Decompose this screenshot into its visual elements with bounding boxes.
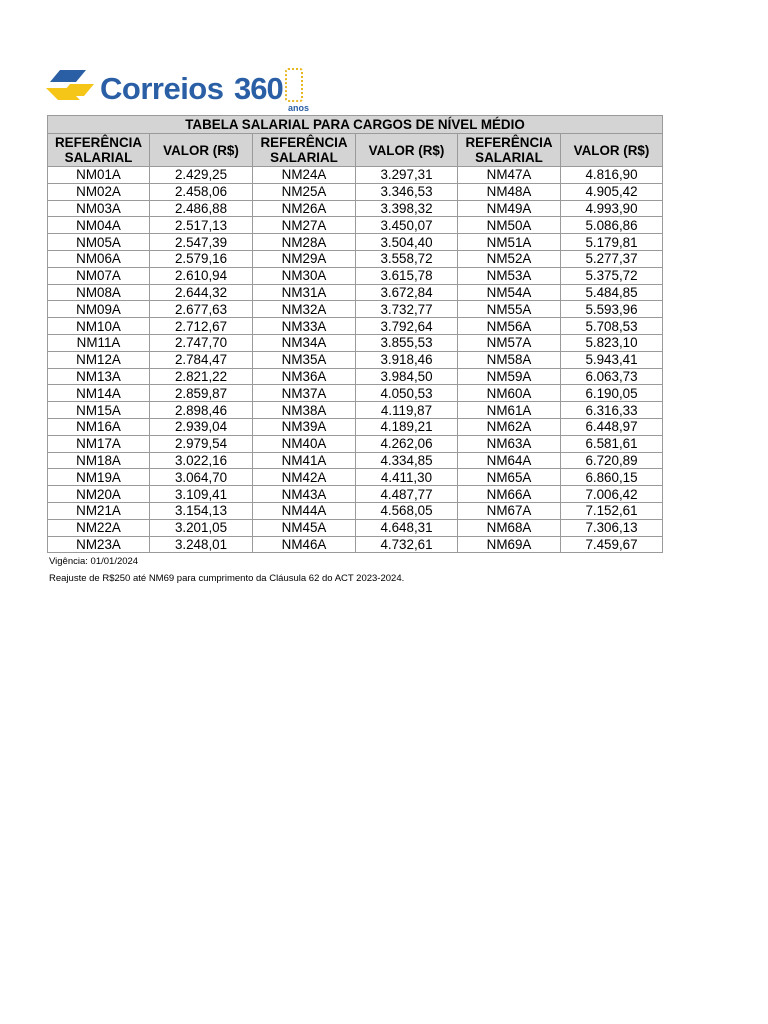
reference-cell: NM12A — [48, 351, 150, 368]
table-row — [48, 284, 663, 301]
value-cell: 3.248,01 — [150, 536, 253, 553]
table-row — [48, 334, 663, 351]
reajuste-note: Reajuste de R$250 até NM69 para cumprimento da Cláusula 62 do ACT 2023-2024. — [49, 573, 405, 584]
reference-cell: NM14A — [48, 385, 150, 402]
table-row — [48, 167, 663, 184]
value-cell: 3.346,53 — [356, 183, 458, 200]
reference-cell: NM56A — [458, 318, 561, 335]
column-header-valor: VALOR (R$) — [356, 134, 458, 167]
reference-cell: NM15A — [48, 402, 150, 419]
reference-cell: NM66A — [458, 486, 561, 503]
vigencia-note: Vigência: 01/01/2024 — [49, 556, 139, 567]
table-row — [48, 502, 663, 519]
value-cell: 2.677,63 — [150, 301, 253, 318]
reference-cell: NM51A — [458, 234, 561, 251]
reference-cell: NM25A — [253, 183, 356, 200]
value-cell: 2.517,13 — [150, 217, 253, 234]
table-row — [48, 402, 663, 419]
value-cell: 7.306,13 — [561, 519, 663, 536]
column-header-referencia: REFERÊNCIA SALARIAL — [458, 134, 561, 167]
value-cell: 5.943,41 — [561, 351, 663, 368]
table-row — [48, 267, 663, 284]
value-cell: 2.429,25 — [150, 167, 253, 184]
reference-cell: NM20A — [48, 486, 150, 503]
reference-cell: NM64A — [458, 452, 561, 469]
reference-cell: NM10A — [48, 318, 150, 335]
reference-cell: NM13A — [48, 368, 150, 385]
reference-cell: NM68A — [458, 519, 561, 536]
reference-cell: NM27A — [253, 217, 356, 234]
reference-cell: NM40A — [253, 435, 356, 452]
reference-cell: NM03A — [48, 200, 150, 217]
value-cell: 6.316,33 — [561, 402, 663, 419]
correios-logo — [46, 66, 308, 116]
value-cell: 5.484,85 — [561, 284, 663, 301]
value-cell: 2.821,22 — [150, 368, 253, 385]
value-cell: 4.334,85 — [356, 452, 458, 469]
value-cell: 3.615,78 — [356, 267, 458, 284]
value-cell: 2.898,46 — [150, 402, 253, 419]
reference-cell: NM61A — [458, 402, 561, 419]
reference-cell: NM57A — [458, 334, 561, 351]
table-row — [48, 452, 663, 469]
value-cell: 2.610,94 — [150, 267, 253, 284]
value-cell: 3.201,05 — [150, 519, 253, 536]
value-cell: 3.855,53 — [356, 334, 458, 351]
reference-cell: NM23A — [48, 536, 150, 553]
reference-cell: NM41A — [253, 452, 356, 469]
value-cell: 4.189,21 — [356, 418, 458, 435]
table-row — [48, 435, 663, 452]
reference-cell: NM58A — [458, 351, 561, 368]
value-cell: 2.747,70 — [150, 334, 253, 351]
reference-cell: NM06A — [48, 250, 150, 267]
value-cell: 4.262,06 — [356, 435, 458, 452]
reference-cell: NM26A — [253, 200, 356, 217]
value-cell: 3.918,46 — [356, 351, 458, 368]
value-cell: 2.458,06 — [150, 183, 253, 200]
reference-cell: NM16A — [48, 418, 150, 435]
reference-cell: NM65A — [458, 469, 561, 486]
value-cell: 3.064,70 — [150, 469, 253, 486]
reference-cell: NM35A — [253, 351, 356, 368]
value-cell: 4.816,90 — [561, 167, 663, 184]
stamp-icon — [285, 68, 303, 102]
value-cell: 2.979,54 — [150, 435, 253, 452]
reference-cell: NM59A — [458, 368, 561, 385]
table-row — [48, 368, 663, 385]
value-cell: 6.720,89 — [561, 452, 663, 469]
value-cell: 4.568,05 — [356, 502, 458, 519]
table-row — [48, 200, 663, 217]
table-row — [48, 250, 663, 267]
value-cell: 5.277,37 — [561, 250, 663, 267]
reference-cell: NM18A — [48, 452, 150, 469]
table-title: TABELA SALARIAL PARA CARGOS DE NÍVEL MÉDIO — [48, 116, 663, 134]
table-row — [48, 385, 663, 402]
value-cell: 6.581,61 — [561, 435, 663, 452]
reference-cell: NM42A — [253, 469, 356, 486]
column-header-valor: VALOR (R$) — [150, 134, 253, 167]
logo-anniversary-number: 360 — [234, 71, 283, 106]
reference-cell: NM62A — [458, 418, 561, 435]
reference-cell: NM54A — [458, 284, 561, 301]
value-cell: 3.558,72 — [356, 250, 458, 267]
reference-cell: NM33A — [253, 318, 356, 335]
reference-cell: NM28A — [253, 234, 356, 251]
table-row — [48, 301, 663, 318]
value-cell: 5.179,81 — [561, 234, 663, 251]
reference-cell: NM31A — [253, 284, 356, 301]
reference-cell: NM44A — [253, 502, 356, 519]
reference-cell: NM29A — [253, 250, 356, 267]
reference-cell: NM67A — [458, 502, 561, 519]
reference-cell: NM55A — [458, 301, 561, 318]
value-cell: 2.712,67 — [150, 318, 253, 335]
reference-cell: NM38A — [253, 402, 356, 419]
logo-wordmark: Correios — [100, 71, 224, 106]
value-cell: 3.154,13 — [150, 502, 253, 519]
value-cell: 7.459,67 — [561, 536, 663, 553]
value-cell: 3.022,16 — [150, 452, 253, 469]
value-cell: 6.063,73 — [561, 368, 663, 385]
reference-cell: NM04A — [48, 217, 150, 234]
value-cell: 3.109,41 — [150, 486, 253, 503]
reference-cell: NM37A — [253, 385, 356, 402]
value-cell: 4.993,90 — [561, 200, 663, 217]
table-row — [48, 351, 663, 368]
reference-cell: NM09A — [48, 301, 150, 318]
value-cell: 7.006,42 — [561, 486, 663, 503]
reference-cell: NM45A — [253, 519, 356, 536]
table-body — [48, 167, 663, 553]
value-cell: 2.486,88 — [150, 200, 253, 217]
value-cell: 5.375,72 — [561, 267, 663, 284]
value-cell: 5.823,10 — [561, 334, 663, 351]
value-cell: 3.398,32 — [356, 200, 458, 217]
column-header-valor: VALOR (R$) — [561, 134, 663, 167]
value-cell: 2.784,47 — [150, 351, 253, 368]
reference-cell: NM39A — [253, 418, 356, 435]
table-row — [48, 536, 663, 553]
reference-cell: NM34A — [253, 334, 356, 351]
reference-cell: NM02A — [48, 183, 150, 200]
reference-cell: NM01A — [48, 167, 150, 184]
reference-cell: NM24A — [253, 167, 356, 184]
reference-cell: NM47A — [458, 167, 561, 184]
reference-cell: NM53A — [458, 267, 561, 284]
value-cell: 3.504,40 — [356, 234, 458, 251]
reference-cell: NM21A — [48, 502, 150, 519]
reference-cell: NM17A — [48, 435, 150, 452]
reference-cell: NM46A — [253, 536, 356, 553]
reference-cell: NM22A — [48, 519, 150, 536]
table-row — [48, 519, 663, 536]
value-cell: 2.547,39 — [150, 234, 253, 251]
value-cell: 6.190,05 — [561, 385, 663, 402]
column-header-referencia: REFERÊNCIA SALARIAL — [253, 134, 356, 167]
reference-cell: NM63A — [458, 435, 561, 452]
reference-cell: NM69A — [458, 536, 561, 553]
column-header-referencia: REFERÊNCIA SALARIAL — [48, 134, 150, 167]
reference-cell: NM60A — [458, 385, 561, 402]
value-cell: 3.450,07 — [356, 217, 458, 234]
reference-cell: NM52A — [458, 250, 561, 267]
logo-anos-label: anos — [288, 103, 310, 113]
table-row — [48, 183, 663, 200]
reference-cell: NM49A — [458, 200, 561, 217]
value-cell: 5.593,96 — [561, 301, 663, 318]
reference-cell: NM08A — [48, 284, 150, 301]
value-cell: 3.984,50 — [356, 368, 458, 385]
reference-cell: NM43A — [253, 486, 356, 503]
value-cell: 4.648,31 — [356, 519, 458, 536]
value-cell: 3.792,64 — [356, 318, 458, 335]
value-cell: 4.487,77 — [356, 486, 458, 503]
reference-cell: NM50A — [458, 217, 561, 234]
table-row — [48, 418, 663, 435]
table-row — [48, 234, 663, 251]
reference-cell: NM30A — [253, 267, 356, 284]
table-row — [48, 318, 663, 335]
value-cell: 7.152,61 — [561, 502, 663, 519]
value-cell: 3.672,84 — [356, 284, 458, 301]
value-cell: 2.579,16 — [150, 250, 253, 267]
value-cell: 2.939,04 — [150, 418, 253, 435]
value-cell: 5.708,53 — [561, 318, 663, 335]
value-cell: 3.732,77 — [356, 301, 458, 318]
reference-cell: NM07A — [48, 267, 150, 284]
correios-symbol-icon — [46, 70, 100, 110]
value-cell: 2.644,32 — [150, 284, 253, 301]
value-cell: 2.859,87 — [150, 385, 253, 402]
value-cell: 4.119,87 — [356, 402, 458, 419]
value-cell: 4.411,30 — [356, 469, 458, 486]
value-cell: 4.050,53 — [356, 385, 458, 402]
value-cell: 6.448,97 — [561, 418, 663, 435]
value-cell: 5.086,86 — [561, 217, 663, 234]
reference-cell: NM11A — [48, 334, 150, 351]
value-cell: 4.732,61 — [356, 536, 458, 553]
reference-cell: NM05A — [48, 234, 150, 251]
value-cell: 3.297,31 — [356, 167, 458, 184]
reference-cell: NM48A — [458, 183, 561, 200]
table-header-row — [48, 134, 663, 167]
reference-cell: NM32A — [253, 301, 356, 318]
table-row — [48, 486, 663, 503]
salary-table — [47, 115, 663, 553]
value-cell: 6.860,15 — [561, 469, 663, 486]
value-cell: 4.905,42 — [561, 183, 663, 200]
reference-cell: NM19A — [48, 469, 150, 486]
reference-cell: NM36A — [253, 368, 356, 385]
table-row — [48, 469, 663, 486]
table-row — [48, 217, 663, 234]
